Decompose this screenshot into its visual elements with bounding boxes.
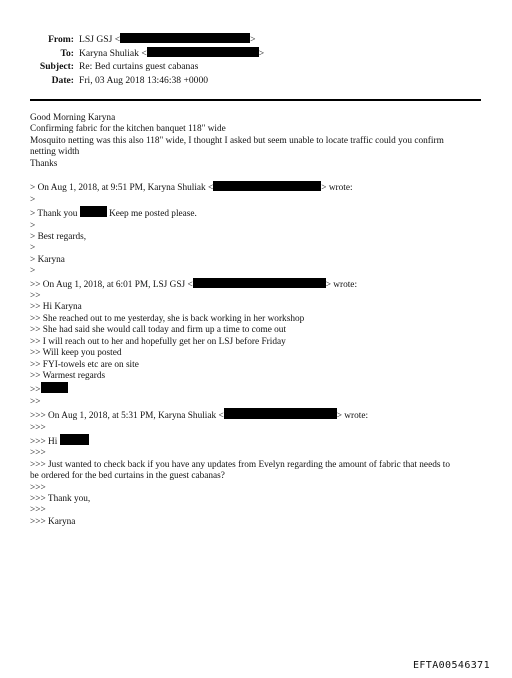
quote-header-2: >> On Aug 1, 2018, at 6:01 PM, LSJ GSJ < > wrote: [30,279,358,290]
to-value: Karyna Shuliak < > [79,47,265,59]
subject-label: Subject: [39,61,74,72]
quote-line: >> FYI-towels etc are on site [30,359,139,370]
quote-line: > Thank you Keep me posted please. [30,206,482,220]
quote-line: > [30,194,36,205]
subject-row [0,60,512,74]
email-header [0,33,512,87]
redaction-box [80,206,107,217]
redaction-box [213,181,321,191]
quote-line: > [30,220,36,231]
from-label: From: [48,34,74,45]
to-row [0,47,512,61]
body-line: Thanks [30,158,58,169]
quote-line: > [30,243,36,254]
redaction-box [120,33,250,43]
quote-line: >> I will reach out to her and hopefully get her on LSJ before Friday [30,336,286,347]
quote-line: >> [30,291,41,302]
quote-line: >> Hi Karyna [30,302,82,313]
quote-line: >>> Karyna [30,516,76,527]
document-id: EFTA00546371 [412,660,490,671]
redaction-box [193,278,326,288]
redaction-box [224,408,337,419]
quote-line: >>> [30,505,46,516]
quote-line: >>> [30,448,46,459]
quote-line: be ordered for the bed curtains in the guest cabanas? [30,471,225,482]
quote-line: >> [30,396,41,407]
body-line: netting width [30,147,80,158]
greeting: Good Morning Karyna [30,113,116,123]
to-label: To: [60,47,74,59]
subject-value: Re: Bed curtains guest cabanas [79,61,199,72]
quote-header-3: >>> On Aug 1, 2018, at 5:31 PM, Karyna Shuliak < > wrote: [30,408,482,422]
date-value: Fri, 03 Aug 2018 13:46:38 +0000 [79,74,209,86]
header-divider [30,99,481,101]
from-row [0,33,512,47]
quote-line: >>> [30,422,46,433]
quote-line: > Best regards, [30,232,87,243]
quote-line: >>> Hi [30,434,482,448]
redaction-box [147,47,259,57]
redaction-box [60,434,89,445]
date-row [0,74,512,88]
date-label: Date: [51,74,74,86]
quote-line: > [30,266,36,277]
quote-line: >> She reached out to me yesterday, she is back working in her workshop [30,313,305,324]
quote-line: >> Will keep you posted [30,348,122,359]
quote-header-1: > On Aug 1, 2018, at 9:51 PM, Karyna Shuliak < > wrote: [30,183,353,194]
body-line: Confirming fabric for the kitchen banquet 118" wide [30,124,226,135]
from-value: LSJ GSJ < > [79,34,256,45]
redaction-box [41,382,68,393]
quote-line: >> She had said she would call today and firm up a time to come out [30,325,287,336]
quote-line: >>> Just wanted to check back if you have any updates from Evelyn regarding the amount of fabric that needs to [30,459,451,470]
quote-line: >>> Thank you, [30,493,91,504]
quote-line: >>> [30,482,46,493]
body-line: Mosquito netting was this also 118" wide, I thought I asked but seem unable to locate traffic could you confirm [30,135,444,146]
spacer [30,170,482,181]
quote-line: >> Warmest regards [30,370,106,381]
quote-line: >> [30,382,482,396]
quote-line: > Karyna [30,254,65,265]
email-body [30,113,482,528]
